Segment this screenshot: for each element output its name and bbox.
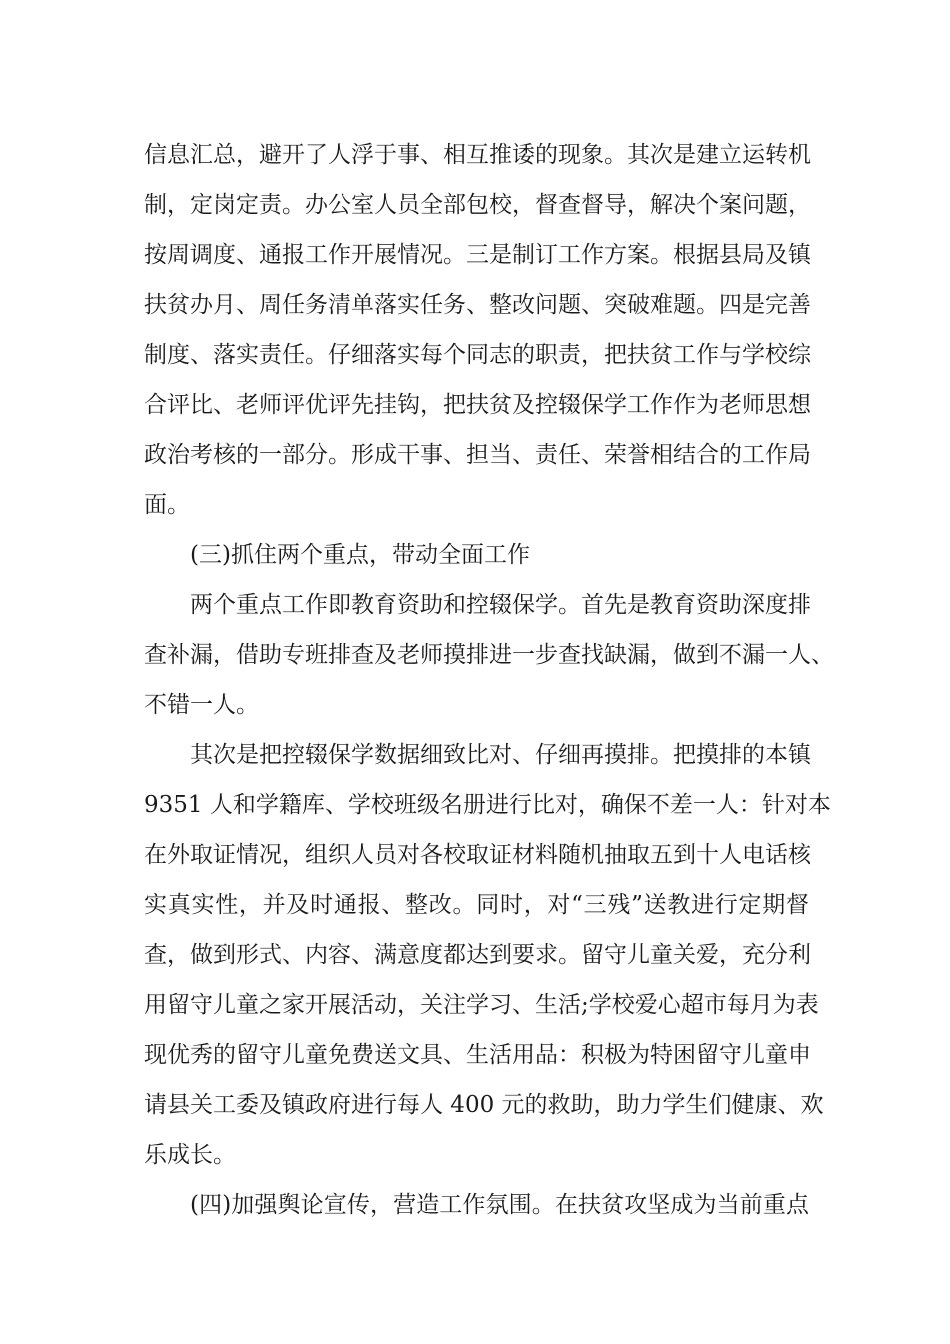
body-text (144, 130, 834, 1230)
text-line: 9351 人和学籍库、学校班级名册进行比对，确保不差一人：针对本 (144, 792, 831, 818)
text-line: 现优秀的留守儿童免费送文具、生活用品：积极为特困留守儿童申 (144, 1042, 811, 1068)
text-line: 请县关工委及镇政府进行每人 400 元的救助，助力学生们健康、欢 (144, 1092, 824, 1118)
text-line: 信息汇总，避开了人浮于事、相互推诿的现象。其次是建立运转机 (144, 142, 811, 168)
text-line: 制度、落实责任。仔细落实每个同志的职责，把扶贫工作与学校综 (144, 342, 811, 368)
section-heading: (三)抓住两个重点，带动全面工作 (190, 542, 530, 568)
text-line: 扶贫办月、周任务清单落实任务、整改问题、突破难题。四是完善 (144, 292, 811, 318)
text-line: 用留守儿童之家开展活动，关注学习、生活;学校爱心超市每月为表 (144, 992, 819, 1018)
text-line: 其次是把控辍保学数据细致比对、仔细再摸排。把摸排的本镇 (190, 742, 811, 768)
text-line: 乐成长。 (144, 1142, 236, 1168)
text-line: 两个重点工作即教育资助和控辍保学。首先是教育资助深度排 (190, 592, 811, 618)
text-line: 面。 (144, 492, 190, 518)
text-line: 制，定岗定责。办公室人员全部包校，督查督导，解决个案问题， (144, 192, 811, 218)
text-line: 实真实性，并及时通报、整改。同时，对“三残”送教进行定期督 (144, 892, 809, 918)
text-line: 不错一人。 (144, 692, 259, 718)
text-line: 按周调度、通报工作开展情况。三是制订工作方案。根据县局及镇 (144, 242, 811, 268)
section-heading: (四)加强舆论宣传，营造工作氛围。在扶贫攻坚成为当前重点 (190, 1192, 809, 1218)
text-line: 政治考核的一部分。形成干事、担当、责任、荣誉相结合的工作局 (144, 442, 811, 468)
text-line: 在外取证情况，组织人员对各校取证材料随机抽取五到十人电话核 (144, 842, 811, 868)
text-line: 查补漏，借助专班排查及老师摸排进一步查找缺漏，做到不漏一人、 (144, 642, 834, 668)
text-line: 查，做到形式、内容、满意度都达到要求。留守儿童关爱，充分利 (144, 942, 811, 968)
text-line: 合评比、老师评优评先挂钩，把扶贫及控辍保学工作作为老师思想 (144, 392, 811, 418)
